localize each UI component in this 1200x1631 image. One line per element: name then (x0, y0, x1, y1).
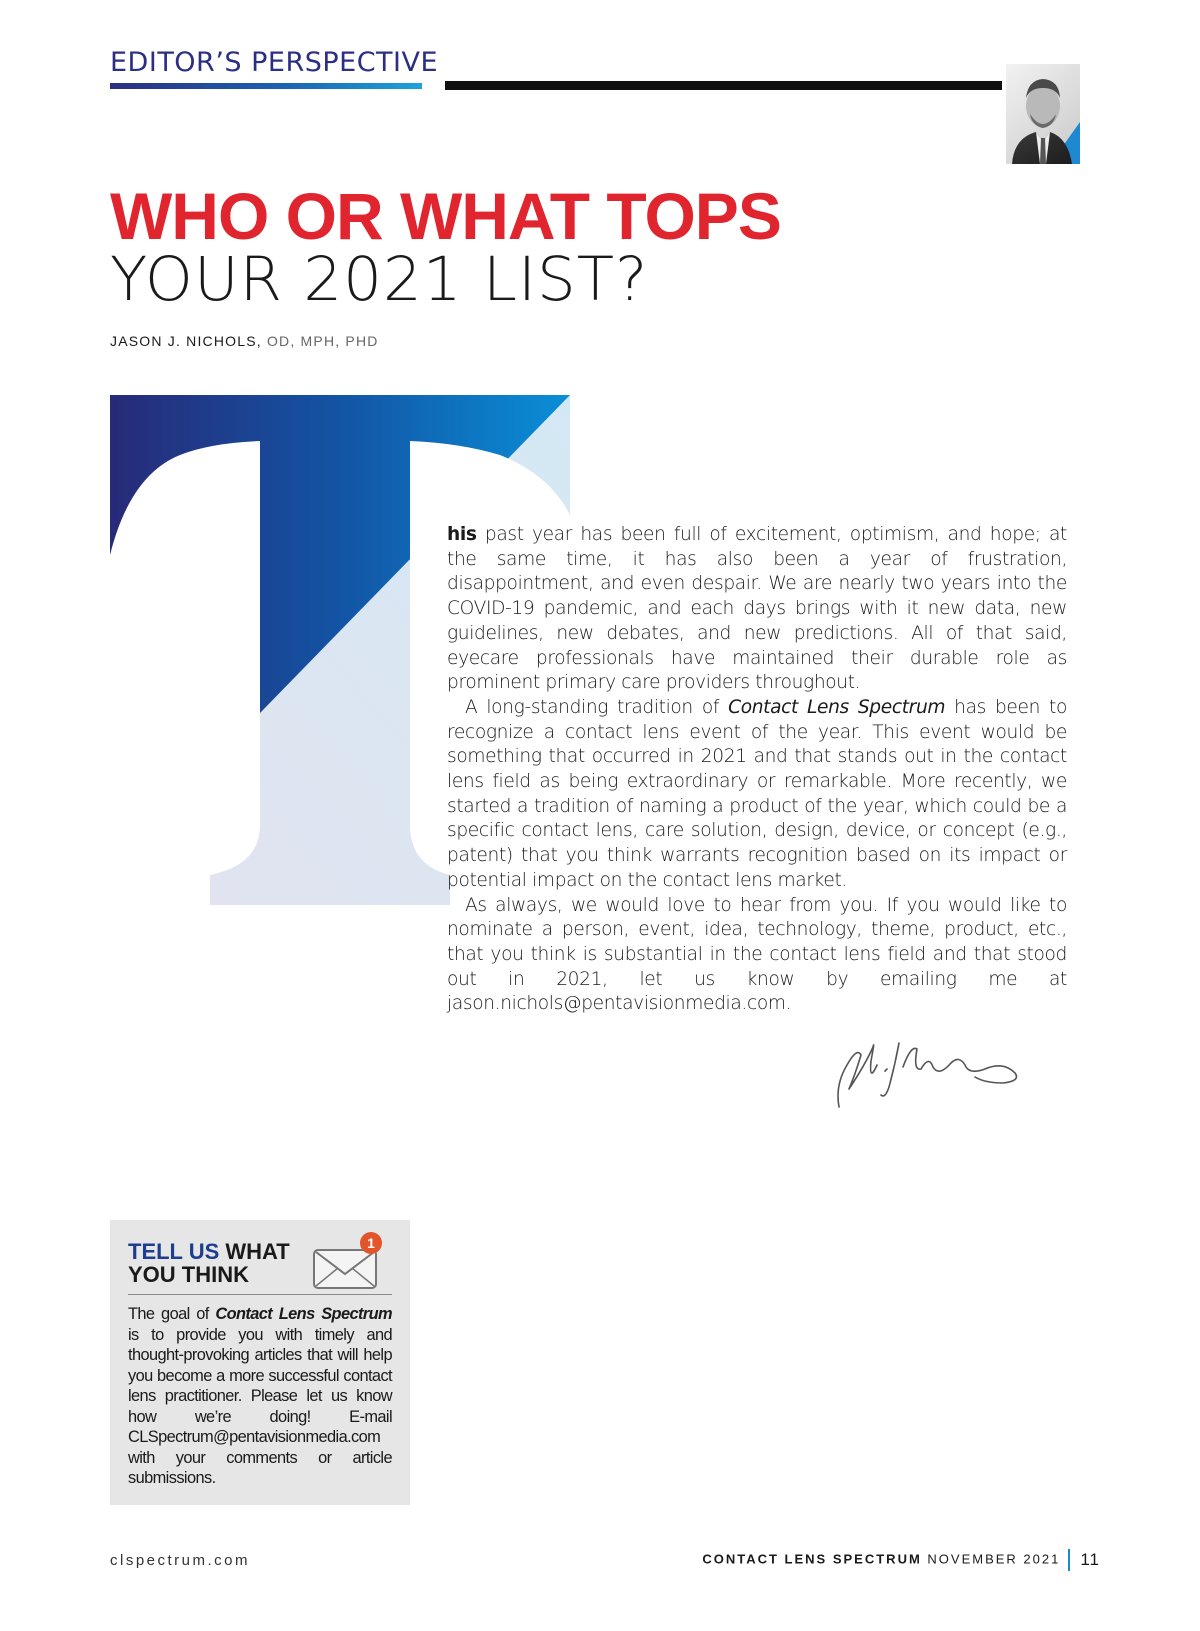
headline-line-2: YOUR 2021 LIST? (110, 244, 649, 315)
footer-publication: CONTACT LENS SPECTRUM (702, 1551, 922, 1567)
author-photo (1006, 64, 1080, 164)
publication-name: Contact Lens Spectrum (728, 696, 946, 718)
paragraph-2-text-b: has been to recognize a contact lens event of the year. This event would be something that occurred in 2021 and that stands out in the contact lens field as being extraordinary or remarkable. More recently, we started a tradition of naming a product of the year, which could be a specific contact lens, care solution, design, device, or concept (e.g., patent) that you think warrants recognition based on its impact or potential impact on the contact lens market. (447, 696, 1068, 891)
author-credentials: OD, MPH, PHD (261, 333, 379, 349)
lead-word: his (447, 524, 477, 545)
sidebar-body (128, 1304, 392, 1489)
sidebar-body-a: The goal of (128, 1305, 216, 1323)
paragraph-2 (447, 696, 1067, 894)
byline (110, 333, 379, 349)
notification-count: 1 (367, 1235, 375, 1251)
footer-right (702, 1549, 1100, 1571)
tell-us-sidebar (110, 1220, 410, 1505)
sidebar-title-accent: TELL US (128, 1239, 220, 1264)
section-label: EDITOR’S PERSPECTIVE (110, 47, 439, 78)
article-body (447, 523, 1067, 1017)
headline-line-1: WHO OR WHAT TOPS (110, 179, 781, 253)
paragraph-1-text: past year has been full of excitement, optimism, and hope; at the same time, it has also been a year of frustration, disappointment, and even despair. We are nearly two years into the COVID-19 pandemic, and each days brings with it new data, new guidelines, new debates, and new predictions. All of that said, eyecare professionals have maintained their durable role as prominent primary care providers throughout. (447, 524, 1067, 694)
sidebar-body-b: is to provide you with timely and thought-provoking articles that will help you become a more successful contact lens practitioner. Please let us know how we’re doing! E-mail CLSpectrum@pentavisionmedia.com with your comments or article submissions. (128, 1325, 392, 1487)
paragraph-3: As always, we would love to hear from you. If you would like to nominate a person, event, idea, technology, theme, product, etc., that you think is substantial in the contact lens field and that stood out in 2021, let us know by emailing me at jason.nichols@pentavisionmedia.com. (447, 894, 1067, 1015)
section-underline (110, 83, 422, 89)
author-name: JASON J. NICHOLS, (110, 333, 262, 349)
paragraph-1 (447, 523, 1067, 696)
paragraph-2-text-a: A long-standing tradition of (465, 696, 729, 718)
sidebar-title-line-2: YOU THINK (128, 1262, 249, 1287)
sidebar-title (128, 1240, 290, 1286)
footer-issue: NOVEMBER 2021 (921, 1551, 1061, 1567)
sidebar-title-rest: WHAT (219, 1239, 290, 1264)
notification-badge (360, 1232, 382, 1254)
page-number: 11 (1080, 1550, 1100, 1569)
sidebar-publication: Contact Lens Spectrum (215, 1305, 392, 1323)
header-rule (445, 81, 1002, 90)
sidebar-rule (128, 1294, 392, 1295)
signature (825, 1025, 1035, 1120)
footer-website: clspectrum.com (110, 1552, 251, 1569)
footer-separator (1068, 1549, 1070, 1571)
